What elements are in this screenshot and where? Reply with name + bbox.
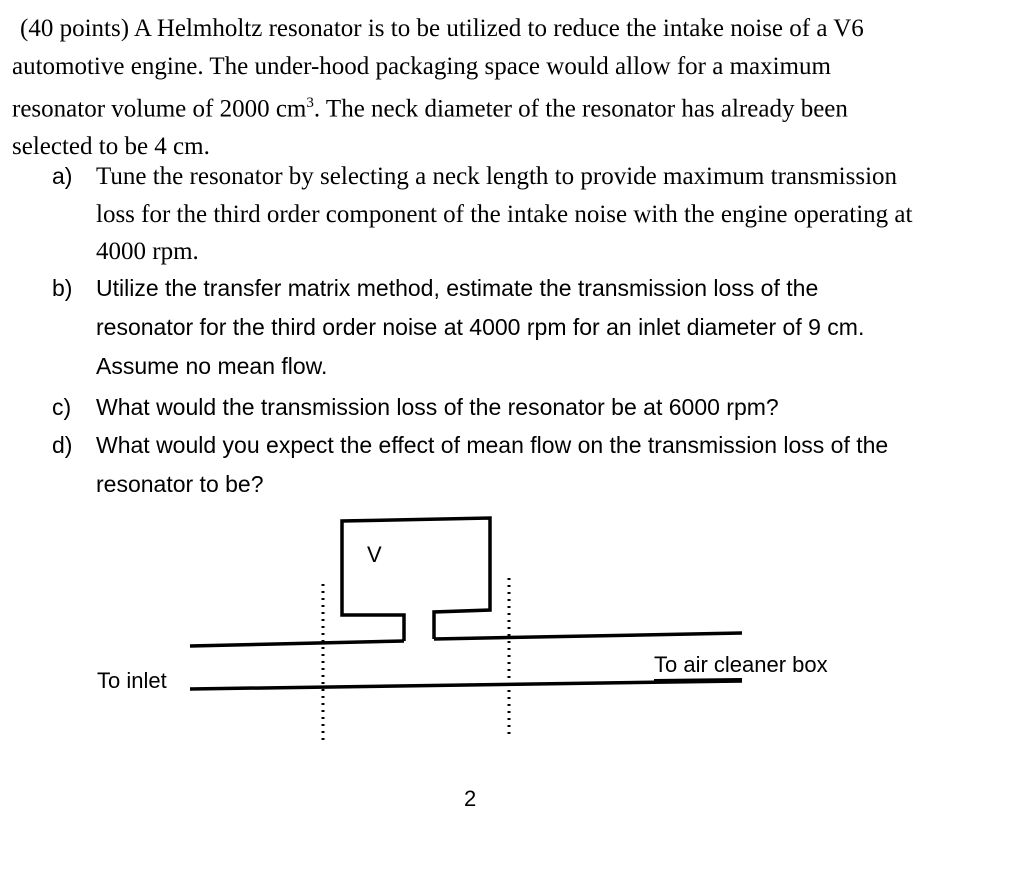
intro-line-1: (40 points) A Helmholtz resonator is to be utilized to reduce the intake noise of a V6 bbox=[20, 15, 864, 42]
part-a-line-1: Tune the resonator by selecting a neck length to provide maximum transmission bbox=[96, 163, 898, 190]
page-number: 2 bbox=[464, 786, 477, 811]
part-b-label: b) bbox=[52, 275, 73, 301]
part-a-label: a) bbox=[52, 163, 73, 189]
resonator-diagram bbox=[0, 500, 1024, 820]
volume-label: V bbox=[367, 542, 382, 567]
part-b bbox=[52, 269, 1012, 386]
intro-line-3 bbox=[12, 85, 1012, 128]
outlet-label-underline bbox=[654, 679, 742, 680]
part-d bbox=[52, 426, 1012, 504]
cubic-superscript: 3 bbox=[306, 95, 314, 111]
part-a-line-3: 4000 rpm. bbox=[96, 238, 199, 265]
duct-lower-wall bbox=[190, 681, 742, 689]
part-c-line-1: What would the transmission loss of the resonator be at 6000 rpm? bbox=[96, 394, 779, 420]
part-b-line-3: Assume no mean flow. bbox=[96, 353, 328, 379]
duct-upper-wall-right bbox=[434, 633, 742, 639]
inlet-label: To inlet bbox=[97, 668, 167, 693]
part-b-line-1: Utilize the transfer matrix method, estimate the transmission loss of the bbox=[96, 275, 819, 301]
outlet-label: To air cleaner box bbox=[654, 652, 828, 677]
intro-line-3-start: resonator volume of 2000 cm bbox=[12, 95, 307, 123]
part-d-label: d) bbox=[52, 432, 73, 458]
intro-line-2: automotive engine. The under-hood packaging space would allow for a maximum bbox=[12, 52, 831, 80]
part-c-label: c) bbox=[52, 394, 72, 420]
intro-line-3-end: . The neck diameter of the resonator has already been bbox=[313, 95, 848, 123]
part-b-line-2: resonator for the third order noise at 4000 rpm for an inlet diameter of 9 cm. bbox=[96, 314, 865, 340]
problem-statement bbox=[12, 10, 1012, 165]
duct-upper-wall-left bbox=[190, 641, 404, 646]
part-d-line-2: resonator to be? bbox=[96, 471, 264, 497]
part-a bbox=[52, 158, 1012, 271]
intro-line-4: selected to be 4 cm. bbox=[12, 132, 210, 160]
resonator-cavity-outline bbox=[342, 518, 490, 641]
part-a-line-2: loss for the third order component of the intake noise with the engine operating at bbox=[96, 200, 913, 228]
part-d-line-1: What would you expect the effect of mean flow on the transmission loss of the bbox=[96, 432, 889, 458]
part-c bbox=[52, 388, 1012, 427]
